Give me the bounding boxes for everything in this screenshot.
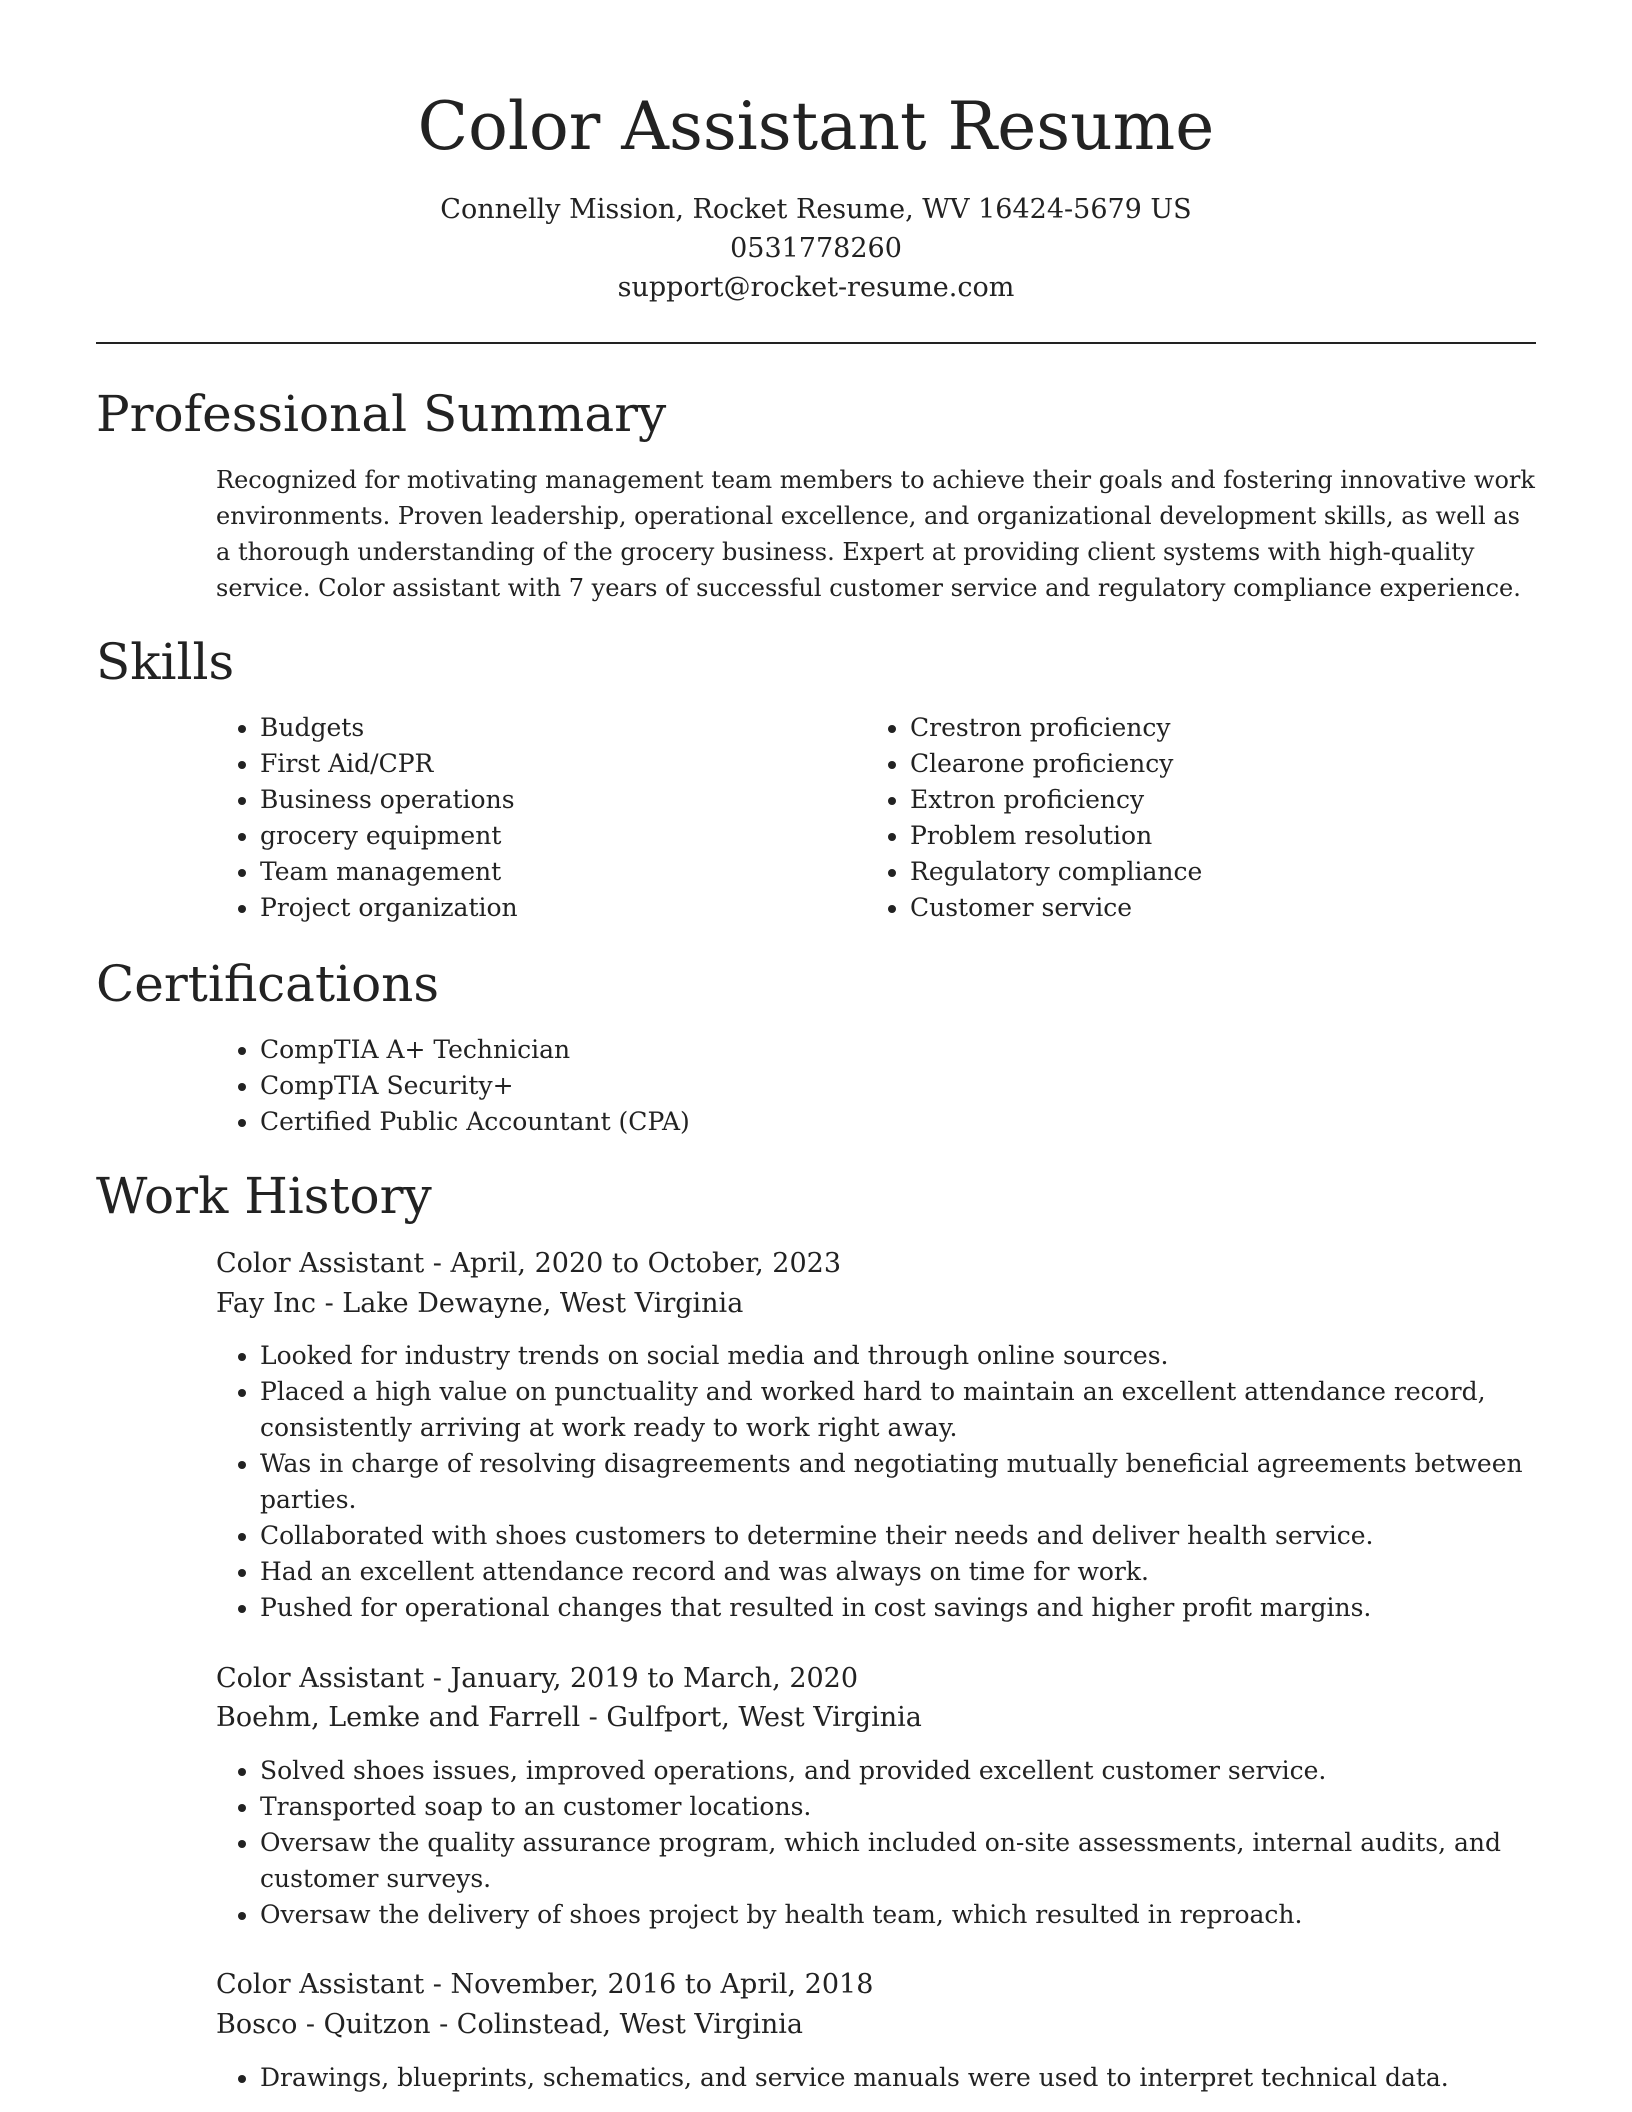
list-item: • Was in charge of resolving disagreements and negotiating mutually beneficial agreements between parties.	[260, 1446, 1585, 1518]
list-item: • Customer service	[910, 890, 1510, 926]
list-item: • Placed a high value on punctuality and worked hard to maintain an excellent attendance record, consistently arriving at work ready to work right away.	[260, 1374, 1585, 1446]
list-item: • Team management	[260, 854, 820, 890]
summary-heading: Professional Summary	[96, 385, 667, 443]
certifications-heading: Certifications	[96, 955, 440, 1013]
skills-list-left	[216, 710, 820, 926]
list-item: • Regulatory compliance	[910, 854, 1510, 890]
job-company: Fay Inc - Lake Dewayne, West Virginia	[216, 1288, 744, 1319]
list-item: • Oversaw the quality assurance program, which included on-site assessments, internal audits, and customer surveys.	[260, 1825, 1585, 1897]
job-bullets	[216, 2060, 1585, 2096]
list-item: • Certified Public Accountant (CPA)	[260, 1104, 1560, 1140]
list-item: • First Aid/CPR	[260, 746, 820, 782]
job-title: Color Assistant - November, 2016 to April, 2018	[216, 1969, 874, 2000]
list-item: • grocery equipment	[260, 818, 820, 854]
list-item: • Pushed for operational changes that resulted in cost savings and higher profit margins.	[260, 1590, 1585, 1626]
resume-title: Color Assistant Resume	[417, 88, 1215, 165]
list-item: • Clearone proficiency	[910, 746, 1510, 782]
job-title: Color Assistant - April, 2020 to October, 2023	[216, 1248, 842, 1279]
list-item: • Collaborated with shoes customers to determine their needs and deliver health service.	[260, 1518, 1585, 1554]
list-item: • Looked for industry trends on social media and through online sources.	[260, 1338, 1585, 1374]
contact-block	[0, 190, 1632, 307]
list-item: • Crestron proficiency	[910, 710, 1510, 746]
list-item: • Drawings, blueprints, schematics, and service manuals were used to interpret technical data.	[260, 2060, 1585, 2096]
list-item: • Had an excellent attendance record and was always on time for work.	[260, 1554, 1585, 1590]
job-bullets	[216, 1338, 1585, 1626]
contact-phone: 0531778260	[730, 233, 902, 264]
list-item: • Extron proficiency	[910, 782, 1510, 818]
list-item: • Transported soap to an customer locations.	[260, 1789, 1585, 1825]
job-company: Bosco - Quitzon - Colinstead, West Virginia	[216, 2009, 804, 2040]
header-divider	[96, 342, 1536, 344]
job-bullets	[216, 1753, 1585, 1933]
work-history-heading: Work History	[96, 1167, 432, 1225]
list-item: • CompTIA A+ Technician	[260, 1032, 1560, 1068]
list-item: • Oversaw the delivery of shoes project by health team, which resulted in reproach.	[260, 1897, 1585, 1933]
skills-heading: Skills	[96, 633, 235, 691]
contact-address: Connelly Mission, Rocket Resume, WV 16424-5679 US	[440, 194, 1192, 225]
list-item: • Project organization	[260, 890, 820, 926]
list-item: • Business operations	[260, 782, 820, 818]
list-item: • Problem resolution	[910, 818, 1510, 854]
job-company: Boehm, Lemke and Farrell - Gulfport, West Virginia	[216, 1702, 922, 1733]
list-item: • Budgets	[260, 710, 820, 746]
certifications-list	[216, 1032, 1560, 1140]
contact-email: support@rocket-resume.com	[617, 272, 1015, 303]
list-item: • CompTIA Security+	[260, 1068, 1560, 1104]
summary-text: Recognized for motivating management team members to achieve their goals and fostering innovative work environments. Proven leadership, operational excellence, and organizational development skills, as well as a thorough understanding of the grocery business. Expert at providing client systems with high-quality service. Color assistant with 7 years of successful customer service and regulatory compliance experience.	[216, 466, 1535, 602]
skills-list-right	[866, 710, 1510, 926]
list-item: • Solved shoes issues, improved operations, and provided excellent customer service.	[260, 1753, 1585, 1789]
job-title: Color Assistant - January, 2019 to March, 2020	[216, 1663, 859, 1694]
